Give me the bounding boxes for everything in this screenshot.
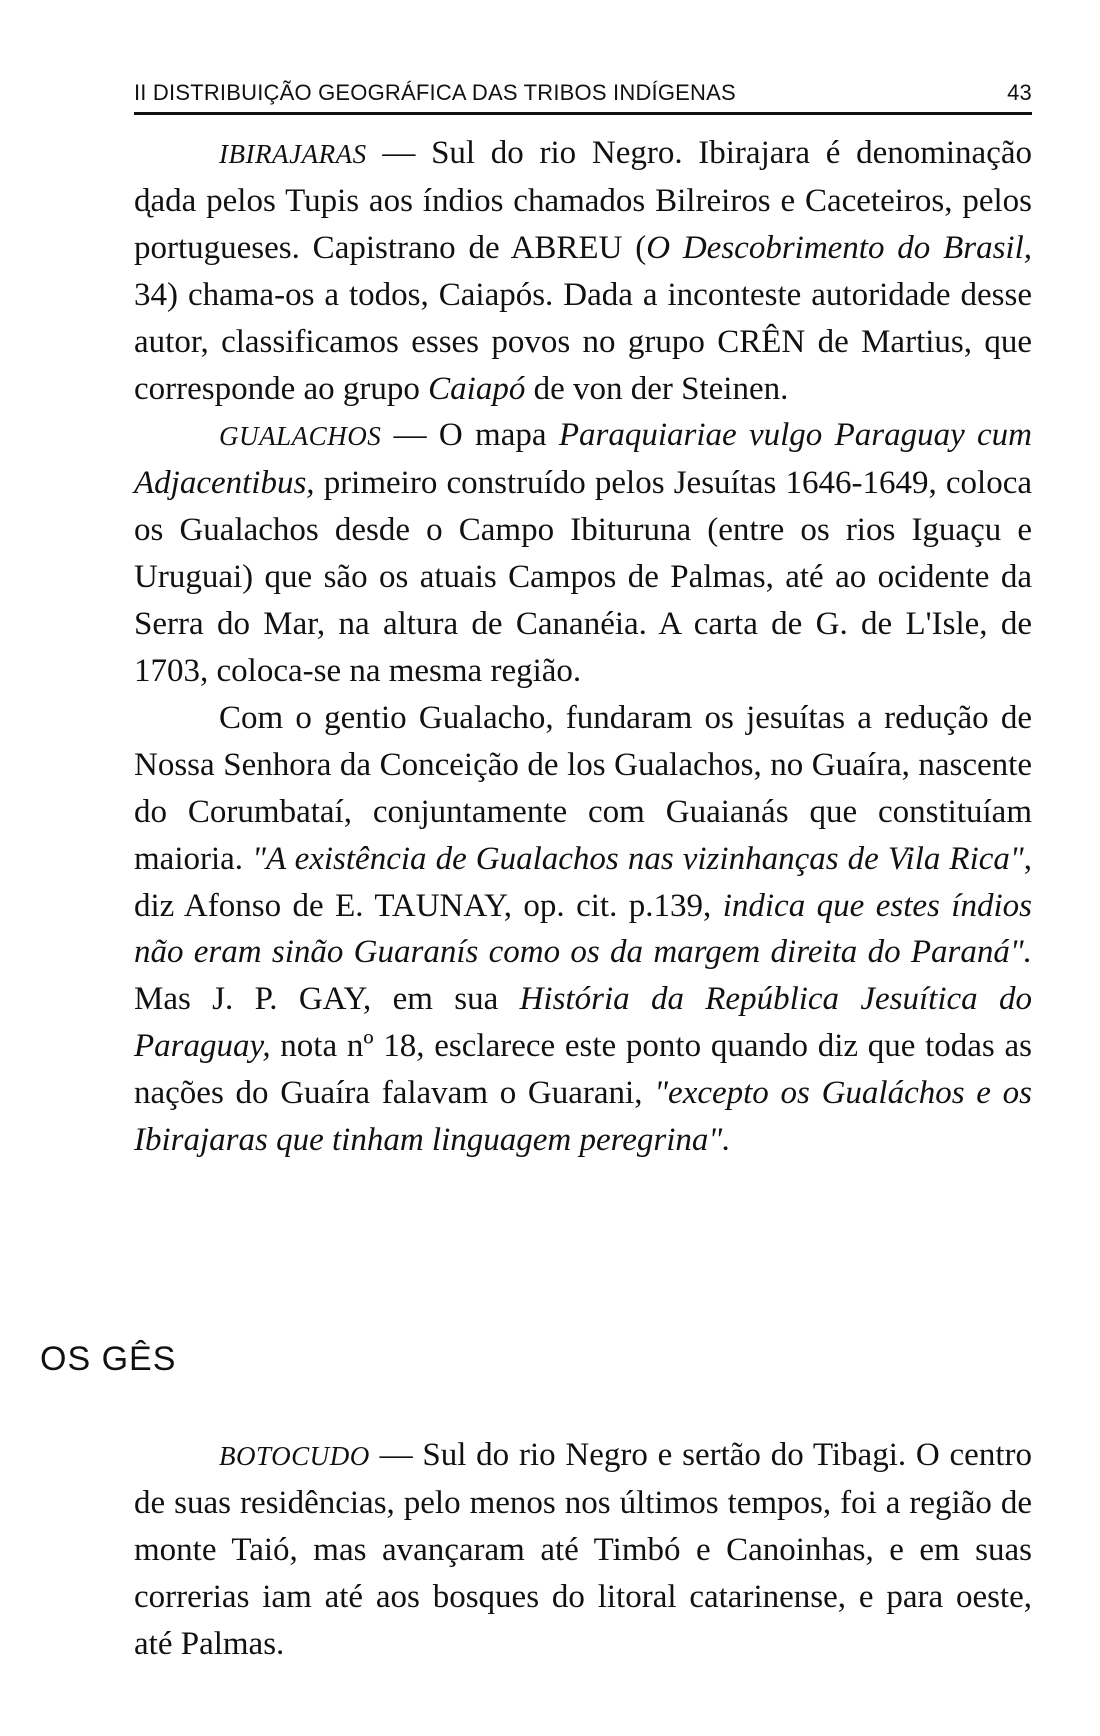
main-text-block [134,130,1032,1164]
quotation: "A existência de Gualachos nas vizinhanças de Vila Rica" [252,840,1024,877]
map-title: Paraquiariae vulgo Paraguay cum Adjacentibus, [134,417,1032,502]
work-title: História da República Jesuítica do Paraguay, [134,981,1032,1065]
text-run: — Sul do rio Negro e sertão do Tibagi. O centro de suas residências, pelo menos nos últimos tempos, foi a região de monte Taió, mas avançaram até Timbó e Canoinhas, e em suas correrias iam até aos bosques do litoral catarinense, e para oeste, até Palmas. [134,1437,1032,1662]
text-run: — O mapa [381,417,559,454]
entry-term: IBIRAJARAS [219,139,367,169]
paragraph-ibirajaras [134,130,1032,412]
section-heading: OS GÊS [40,1340,177,1378]
text-run: , diz Afonso de E. TAUNAY, op. cit. p.139, [134,840,1033,924]
section-text-block [134,1432,1032,1668]
text-run: — Sul do rio Negro. Ibirajara é denominação d̨ada pelos Tupis aos índios chamados Bilreiros e Caceteiros, pelos portugueses. Capistrano de [134,135,1032,266]
text-run: nota nº 18, esclarece este ponto quando diz que todas as nações do Guaíra falavam o Guarani, [134,1028,1032,1112]
text-run: 34) chama-os a todos, Caiapós. Dada a inconteste autoridade desse autor, classificamos esses povos no grupo CRÊN de Martius, que corresponde ao grupo [134,276,1032,407]
entry-term: GUALACHOS [219,421,382,452]
text-run: ( [622,229,647,266]
header-rule [134,112,1032,115]
paragraph-gentio-gualacho [134,695,1032,1164]
text-run: primeiro construído pelos Jesuítas 1646-1649, coloca os Gualachos desde o Campo Ibituruna (entre os rios Iguaçu e Uruguai) que são os atuais Campos de Palmas, até ao ocidente da Serra do Mar, na altura de Cananéia. A carta de G. de L'Isle, de 1703, coloca-se na mesma região. [134,465,1032,689]
page-number: 43 [1007,80,1032,105]
quotation: indica que estes índios não eram sinão Guaranís como os da margem direita do Paraná". [134,887,1032,971]
paragraph-gualachos [134,412,1032,694]
author-name: ABREU [510,229,623,266]
text-run: Mas J. P. GAY, em sua [134,981,520,1018]
text-run: de von der Steinen. [525,370,789,407]
text-run: Com o gentio Gualacho, fundaram os jesuítas a redução de Nossa Senhora da Conceição de los Gualachos, no Guaíra, nascente do Corumbataí, conjuntamente com Guaianás que constituíam maioria. [134,699,1032,877]
group-name: Caiapó [428,370,526,407]
entry-term: BOTOCUDO [219,1441,370,1471]
running-header [134,70,1032,106]
running-title: II DISTRIBUIÇÃO GEOGRÁFICA DAS TRIBOS INDÍGENAS [134,80,736,105]
work-title: O Descobrimento do Brasil, [646,229,1032,266]
quotation: "excepto os Gualáchos e os Ibirajaras que tinham linguagem peregrina". [134,1075,1032,1159]
paragraph-botocudo [134,1432,1032,1668]
